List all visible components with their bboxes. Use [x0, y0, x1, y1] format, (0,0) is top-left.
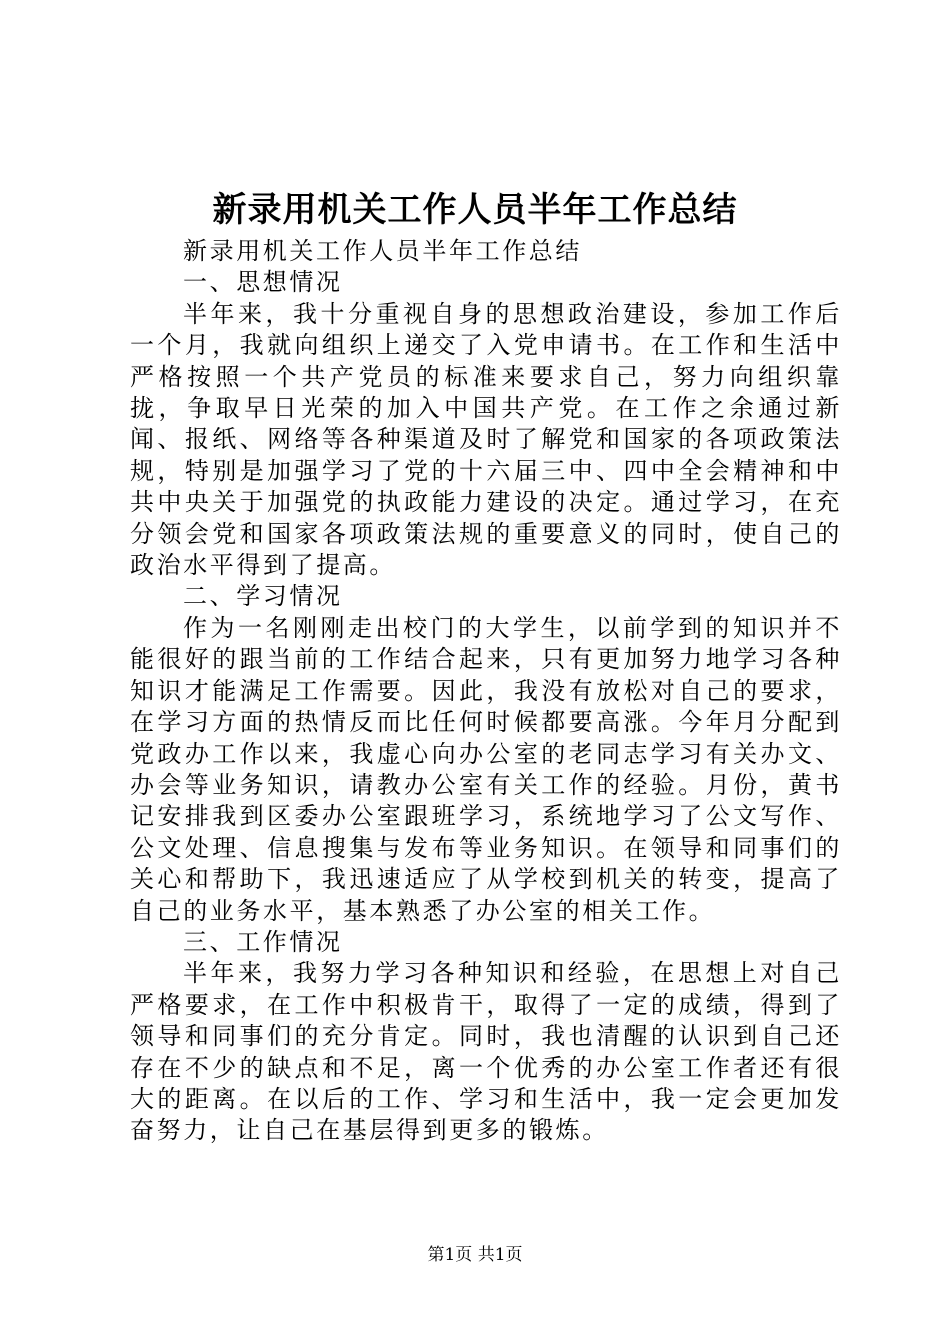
section-paragraph: 半年来，我努力学习各种知识和经验，在思想上对自己严格要求，在工作中积极肯干，取得了一定的成绩，得到了领导和同事们的充分肯定。同时，我也清醒的认识到自己还存在不少的缺点和不足，离一个优秀的办公室工作者还有很大的距离。在以后的工作、学习和生活中，我一定会更加发奋努力，让自己在基层得到更多的锻炼。: [130, 959, 842, 1145]
page-footer: 第1页 共1页: [427, 1245, 523, 1265]
document-body: [130, 236, 842, 1147]
section-paragraph: 半年来，我十分重视自身的思想政治建设，参加工作后一个月，我就向组织上递交了入党申请书。在工作和生活中严格按照一个共产党员的标准来要求自己，努力向组织靠拢，争取早日光荣的加入中国共产党。在工作之余通过新闻、报纸、网络等各种渠道及时了解党和国家的各项政策法规，特别是加强学习了党的十六届三中、四中全会精神和中共中央关于加强党的执政能力建设的决定。通过学习，在充分领会党和国家各项政策法规的重要意义的同时，使自己的政治水平得到了提高。: [130, 299, 842, 580]
document-title: 新录用机关工作人员半年工作总结: [212, 190, 738, 230]
section-heading: 三、工作情况: [183, 927, 343, 956]
section-heading: 二、学习情况: [183, 582, 343, 611]
section-paragraph: 作为一名刚刚走出校门的大学生，以前学到的知识并不能很好的跟当前的工作结合起来，只有更加努力地学习各种知识才能满足工作需要。因此，我没有放松对自己的要求，在学习方面的热情反而比任何时候都要高涨。今年月分配到党政办工作以来，我虚心向办公室的老同志学习有关办文、办会等业务知识，请教办公室有关工作的经验。月份，黄书记安排我到区委办公室跟班学习，系统地学习了公文写作、公文处理、信息搜集与发布等业务知识。在领导和同事们的关心和帮助下，我迅速适应了从学校到机关的转变，提高了自己的业务水平，基本熟悉了办公室的相关工作。: [130, 613, 842, 925]
document-subtitle: 新录用机关工作人员半年工作总结: [183, 237, 582, 265]
section-heading: 一、思想情况: [183, 268, 343, 297]
